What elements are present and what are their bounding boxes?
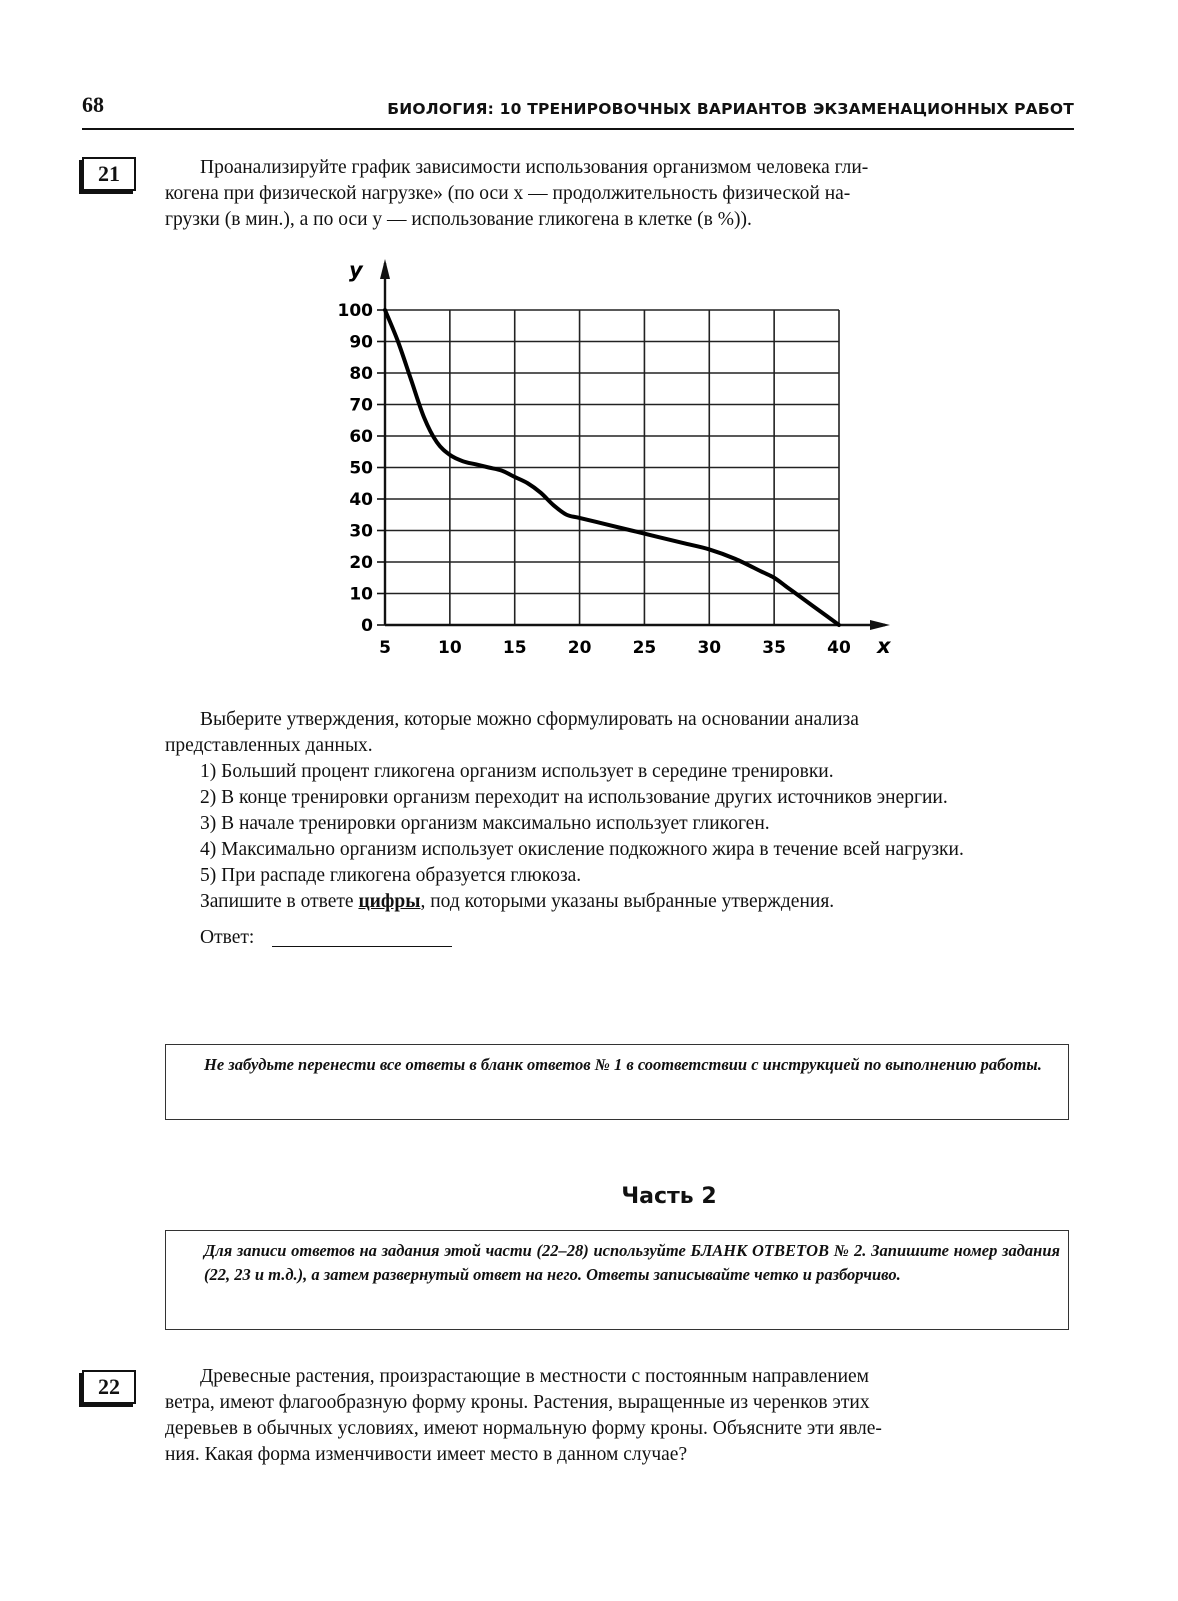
- y-tick-label: 60: [349, 427, 373, 447]
- x-axis-label: x: [877, 634, 891, 658]
- x-axis-arrow: [870, 620, 890, 630]
- answer-option-5: 5) При распаде гликогена образуется глюкоза.: [200, 865, 582, 886]
- y-axis-label: y: [349, 258, 363, 282]
- task22-line: ветра, имеют флагообразную форму кроны. Растения, выращенные из черенков этих: [165, 1392, 870, 1413]
- answer-blank-line[interactable]: [272, 946, 452, 947]
- task22-line: деревьев в обычных условиях, имеют нормальную форму кроны. Объясните эти явле-: [165, 1418, 882, 1439]
- y-axis-arrow: [380, 259, 390, 279]
- header-divider: [82, 128, 1074, 130]
- task-number-22: 22: [82, 1370, 136, 1404]
- y-tick-label: 100: [337, 301, 373, 321]
- task21-intro-line: грузки (в мин.), а по оси y — использование гликогена в клетке (в %)).: [165, 209, 752, 230]
- y-tick-label: 0: [361, 616, 373, 636]
- task21-intro: [165, 155, 1073, 233]
- part2-notice: Для записи ответов на задания этой части (22–28) используйте БЛАНК ОТВЕТОВ № 2. Запишите номер задания (22, 23 и т.д.), а затем развернутый ответ на него. Ответы записывайте четко и разборчиво.: [165, 1230, 1069, 1330]
- task22-line: ния. Какая форма изменчивости имеет место в данном случае?: [165, 1444, 688, 1465]
- answer-option-2: 2) В конце тренировки организм переходит на использование других источников энергии.: [200, 787, 948, 808]
- answer-option-4: 4) Максимально организм использует окисление подкожного жира в течение всей нагрузки.: [200, 839, 964, 860]
- instruction-pre: Запишите в ответе: [200, 891, 359, 912]
- task21-prompt-line: Выберите утверждения, которые можно сформулировать на основании анализа: [200, 709, 859, 730]
- part-title: Часть 2: [621, 1184, 717, 1209]
- answer-instruction: [165, 889, 1073, 915]
- instruction-post: , под которыми указаны выбранные утверждения.: [420, 891, 835, 912]
- y-tick-label: 20: [349, 553, 373, 573]
- x-tick-label: 25: [632, 638, 657, 658]
- x-tick-label: 30: [697, 638, 722, 658]
- chart-axes: [380, 259, 890, 630]
- task-number-21: 21: [82, 157, 136, 191]
- task22-line: Древесные растения, произрастающие в местности с постоянным направлением: [200, 1366, 870, 1387]
- task21-intro-line: Проанализируйте график зависимости использования организмом человека гли-: [200, 157, 869, 178]
- x-tick-label: 10: [438, 638, 462, 658]
- task21-body: [165, 707, 1073, 951]
- answer-option-1: 1) Больший процент гликогена организм использует в середине тренировки.: [200, 761, 834, 782]
- task21-intro-line: когена при физической нагрузке» (по оси x — продолжительность физической на-: [165, 183, 851, 204]
- task22-text: [165, 1364, 1073, 1468]
- x-tick-label: 5: [379, 638, 391, 658]
- answer-row: [165, 925, 1073, 951]
- x-tick-label: 35: [762, 638, 786, 658]
- y-tick-label: 70: [349, 395, 373, 416]
- y-tick-label: 90: [349, 332, 373, 353]
- instruction-key-word: цифры: [358, 891, 421, 912]
- running-head: БИОЛОГИЯ: 10 ТРЕНИРОВОЧНЫХ ВАРИАНТОВ ЭКЗАМЕНАЦИОННЫХ РАБОТ: [387, 100, 1074, 118]
- answer-label: Ответ:: [200, 927, 255, 948]
- y-tick-label: 10: [349, 584, 373, 605]
- y-tick-label: 80: [349, 364, 373, 384]
- page-number: 68: [82, 92, 104, 117]
- y-tick-label: 30: [349, 521, 373, 542]
- answer-option-3: 3) В начале тренировки организм максимально использует гликоген.: [200, 813, 770, 834]
- y-tick-label: 40: [349, 490, 373, 510]
- y-tick-label: 50: [349, 458, 373, 479]
- task21-prompt-line: представленных данных.: [165, 735, 373, 756]
- glycogen-usage-chart: [325, 255, 905, 665]
- x-tick-label: 15: [502, 638, 527, 658]
- transfer-answers-notice: Не забудьте перенести все ответы в бланк ответов № 1 в соответствии с инструкцией по выполнению работы.: [165, 1044, 1069, 1120]
- chart-tick-labels: [338, 258, 893, 658]
- x-tick-label: 20: [567, 638, 592, 658]
- x-tick-label: 40: [827, 638, 851, 658]
